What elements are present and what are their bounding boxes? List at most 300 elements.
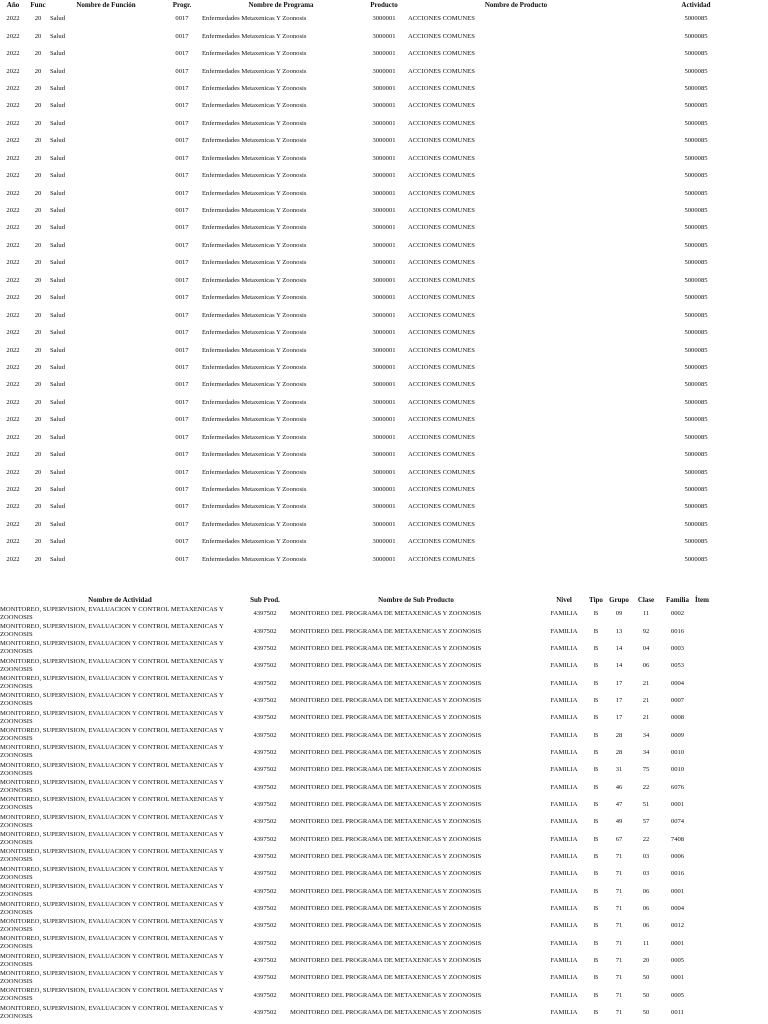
cell-nombre-funcion: Salud [50,154,66,162]
cell-tipo: B [593,1009,599,1017]
cell-producto: 3000001 [372,433,396,441]
table-row [0,463,768,480]
cell-tipo: B [593,818,599,826]
table-row [0,498,768,515]
cell-producto: 3000001 [372,555,396,563]
cell-item [695,692,768,709]
cell-nombre-funcion: Salud [50,119,66,127]
cell-nivel: FAMILIA [550,957,578,965]
table-row [0,237,768,254]
cell-nombre-producto: ACCIONES COMUNES [408,102,475,110]
cell-item [695,813,768,830]
cell-progr: 0017 [175,32,189,40]
cell-func: 20 [34,363,42,371]
table-row [0,481,768,498]
cell-nombre-actividad: MONITOREO, SUPERVISION, EVALUACION Y CONTROL METAXENICAS Y ZOONOSIS [0,935,224,951]
cell-nombre-actividad: MONITOREO, SUPERVISION, EVALUACION Y CONTROL METAXENICAS Y ZOONOSIS [0,865,224,881]
cell-nombre-producto: ACCIONES COMUNES [408,398,475,406]
cell-nombre-funcion: Salud [50,207,66,215]
cell-nombre-funcion: Salud [50,67,66,75]
cell-producto: 3000001 [372,207,396,215]
cell-actividad: 5000085 [684,259,708,267]
table-row [0,27,768,44]
cell-anio: 2022 [6,241,20,249]
cell-producto: 3000001 [372,381,396,389]
cell-item [695,1004,768,1021]
cell-tipo: B [593,800,599,808]
cell-grupo: 28 [615,731,623,739]
cell-grupo: 47 [615,800,623,808]
cell-actividad: 5000085 [684,207,708,215]
table-row [0,394,768,411]
cell-nombre-funcion: Salud [50,84,66,92]
cell-anio: 2022 [6,154,20,162]
cell-func: 20 [34,416,42,424]
cell-nombre-programa: Enfermedades Metaxenicas Y Zoonosis [202,241,307,249]
cell-producto: 3000001 [372,137,396,145]
cell-anio: 2022 [6,311,20,319]
cell-anio: 2022 [6,84,20,92]
table-row [0,987,768,1004]
cell-anio: 2022 [6,555,20,563]
cell-func: 20 [34,172,42,180]
cell-nombre-actividad: MONITOREO, SUPERVISION, EVALUACION Y CONTROL METAXENICAS Y ZOONOSIS [0,1004,224,1020]
cell-nombre-funcion: Salud [50,276,66,284]
cell-item [695,796,768,813]
cell-actividad: 5000085 [684,416,708,424]
cell-nombre-producto: ACCIONES COMUNES [408,294,475,302]
cell-familia: 0004 [670,679,685,687]
cell-sub-prod: 4397502 [253,939,277,947]
cell-nombre-programa: Enfermedades Metaxenicas Y Zoonosis [202,363,307,371]
cell-nombre-funcion: Salud [50,172,66,180]
cell-nombre-programa: Enfermedades Metaxenicas Y Zoonosis [202,189,307,197]
cell-nombre-programa: Enfermedades Metaxenicas Y Zoonosis [202,416,307,424]
cell-item [695,848,768,865]
cell-nombre-programa: Enfermedades Metaxenicas Y Zoonosis [202,224,307,232]
cell-producto: 3000001 [372,224,396,232]
cell-func: 20 [34,503,42,511]
cell-nombre-actividad: MONITOREO, SUPERVISION, EVALUACION Y CONTROL METAXENICAS Y ZOONOSIS [0,987,224,1003]
cell-familia: 0016 [670,870,685,878]
cell-actividad: 5000085 [684,329,708,337]
cell-actividad: 5000085 [684,468,708,476]
cell-nombre-producto: ACCIONES COMUNES [408,433,475,441]
cell-familia: 0010 [670,748,685,756]
cell-actividad: 5000085 [684,172,708,180]
cell-producto: 3000001 [372,172,396,180]
cell-nombre-funcion: Salud [50,137,66,145]
cell-familia: 0001 [670,974,685,982]
cell-grupo: 09 [615,610,623,618]
cell-func: 20 [34,433,42,441]
table-row [0,115,768,132]
cell-nombre-sub-producto: MONITOREO DEL PROGRAMA DE METAXENICAS Y ZOONOSIS [290,800,482,808]
cell-clase: 06 [642,887,650,895]
cell-anio: 2022 [6,119,20,127]
cell-actividad: 5000085 [684,102,708,110]
cell-progr: 0017 [175,294,189,302]
cell-clase: 50 [642,974,650,982]
cell-grupo: 71 [615,991,623,999]
cell-grupo: 14 [615,644,623,652]
cell-nombre-funcion: Salud [50,416,66,424]
cell-func: 20 [34,224,42,232]
cell-tipo: B [593,714,599,722]
cell-clase: 34 [642,748,650,756]
cell-nombre-actividad: MONITOREO, SUPERVISION, EVALUACION Y CONTROL METAXENICAS Y ZOONOSIS [0,831,224,847]
cell-sub-prod: 4397502 [253,748,277,756]
cell-nombre-producto: ACCIONES COMUNES [408,381,475,389]
cell-nombre-programa: Enfermedades Metaxenicas Y Zoonosis [202,15,307,23]
cell-familia: 0011 [671,1009,684,1017]
cell-sub-prod: 4397502 [253,852,277,860]
cell-clase: 20 [642,957,650,965]
cell-actividad: 5000085 [684,224,708,232]
cell-nombre-funcion: Salud [50,224,66,232]
cell-tipo: B [593,610,599,618]
header-tipo: Tipo [589,595,603,604]
cell-nombre-funcion: Salud [50,259,66,267]
cell-nivel: FAMILIA [550,1009,578,1017]
cell-nombre-actividad: MONITOREO, SUPERVISION, EVALUACION Y CONTROL METAXENICAS Y ZOONOSIS [0,917,224,933]
cell-nombre-programa: Enfermedades Metaxenicas Y Zoonosis [202,50,307,58]
cell-familia: 0003 [670,644,685,652]
cell-producto: 3000001 [372,538,396,546]
cell-nombre-programa: Enfermedades Metaxenicas Y Zoonosis [202,137,307,145]
cell-actividad: 5000085 [684,346,708,354]
cell-item [695,744,768,761]
cell-clase: 11 [642,939,650,947]
cell-nombre-producto: ACCIONES COMUNES [408,189,475,197]
table-row [0,952,768,969]
cell-item [695,987,768,1004]
cell-nombre-producto: ACCIONES COMUNES [408,538,475,546]
cell-nivel: FAMILIA [550,974,578,982]
cell-actividad: 5000085 [684,67,708,75]
cell-sub-prod: 4397502 [253,627,277,635]
cell-nombre-sub-producto: MONITOREO DEL PROGRAMA DE METAXENICAS Y ZOONOSIS [290,835,482,843]
cell-producto: 3000001 [372,259,396,267]
cell-anio: 2022 [6,451,20,459]
cell-item [695,709,768,726]
table-row [0,830,768,847]
cell-func: 20 [34,346,42,354]
cell-actividad: 5000085 [684,363,708,371]
cell-clase: 21 [642,696,650,704]
cell-progr: 0017 [175,119,189,127]
cell-sub-prod: 4397502 [253,974,277,982]
cell-func: 20 [34,137,42,145]
cell-producto: 3000001 [372,363,396,371]
cell-func: 20 [34,84,42,92]
cell-nombre-sub-producto: MONITOREO DEL PROGRAMA DE METAXENICAS Y ZOONOSIS [290,714,482,722]
cell-progr: 0017 [175,329,189,337]
cell-clase: 04 [642,644,650,652]
cell-item [695,622,768,639]
table-row [0,796,768,813]
cell-tipo: B [593,905,599,913]
cell-grupo: 17 [615,679,623,687]
cell-progr: 0017 [175,241,189,249]
cell-grupo: 46 [615,783,623,791]
cell-grupo: 71 [615,852,623,860]
cell-item [695,883,768,900]
cell-producto: 3000001 [372,15,396,23]
table-row [0,622,768,639]
cell-clase: 57 [642,818,650,826]
cell-nombre-sub-producto: MONITOREO DEL PROGRAMA DE METAXENICAS Y ZOONOSIS [290,696,482,704]
table-row [0,551,768,568]
cell-nombre-sub-producto: MONITOREO DEL PROGRAMA DE METAXENICAS Y ZOONOSIS [290,818,482,826]
cell-sub-prod: 4397502 [253,870,277,878]
cell-clase: 50 [642,1009,650,1017]
cell-func: 20 [34,276,42,284]
cell-nombre-funcion: Salud [50,520,66,528]
cell-nombre-sub-producto: MONITOREO DEL PROGRAMA DE METAXENICAS Y ZOONOSIS [290,1009,482,1017]
cell-sub-prod: 4397502 [253,662,277,670]
cell-clase: 06 [642,905,650,913]
header-nombre-funcion: Nombre de Función [76,1,136,9]
cell-actividad: 5000085 [684,538,708,546]
cell-nivel: FAMILIA [550,679,578,687]
table-header-row [0,594,768,605]
cell-progr: 0017 [175,363,189,371]
cell-anio: 2022 [6,468,20,476]
cell-sub-prod: 4397502 [253,922,277,930]
cell-item [695,605,768,622]
cell-progr: 0017 [175,137,189,145]
cell-nombre-programa: Enfermedades Metaxenicas Y Zoonosis [202,311,307,319]
cell-nombre-funcion: Salud [50,398,66,406]
cell-actividad: 5000085 [684,451,708,459]
table-row [0,848,768,865]
cell-sub-prod: 4397502 [253,887,277,895]
cell-grupo: 14 [615,662,623,670]
cell-clase: 11 [642,610,650,618]
cell-grupo: 71 [615,887,623,895]
cell-nivel: FAMILIA [550,731,578,739]
cell-familia: 0008 [670,714,685,722]
cell-nombre-funcion: Salud [50,102,66,110]
cell-clase: 34 [642,731,650,739]
cell-nivel: FAMILIA [550,714,578,722]
cell-actividad: 5000085 [684,32,708,40]
table-row [0,167,768,184]
cell-actividad: 5000085 [684,503,708,511]
cell-anio: 2022 [6,433,20,441]
cell-progr: 0017 [175,381,189,389]
header-nombre-programa: Nombre de Programa [248,1,314,9]
cell-nivel: FAMILIA [550,991,578,999]
cell-nombre-producto: ACCIONES COMUNES [408,207,475,215]
cell-progr: 0017 [175,189,189,197]
cell-nombre-producto: ACCIONES COMUNES [408,346,475,354]
cell-nombre-sub-producto: MONITOREO DEL PROGRAMA DE METAXENICAS Y ZOONOSIS [290,644,482,652]
cell-nombre-programa: Enfermedades Metaxenicas Y Zoonosis [202,503,307,511]
cell-func: 20 [34,538,42,546]
cell-producto: 3000001 [372,311,396,319]
cell-nombre-sub-producto: MONITOREO DEL PROGRAMA DE METAXENICAS Y ZOONOSIS [290,852,482,860]
table-row [0,726,768,743]
cell-nombre-programa: Enfermedades Metaxenicas Y Zoonosis [202,102,307,110]
cell-producto: 3000001 [372,346,396,354]
cell-nombre-actividad: MONITOREO, SUPERVISION, EVALUACION Y CONTROL METAXENICAS Y ZOONOSIS [0,623,224,639]
cell-familia: 0074 [670,818,685,826]
cell-sub-prod: 4397502 [253,610,277,618]
cell-clase: 50 [642,991,650,999]
cell-anio: 2022 [6,276,20,284]
cell-func: 20 [34,555,42,563]
cell-nombre-sub-producto: MONITOREO DEL PROGRAMA DE METAXENICAS Y ZOONOSIS [290,905,482,913]
table-row [0,306,768,323]
cell-grupo: 17 [615,714,623,722]
cell-nombre-programa: Enfermedades Metaxenicas Y Zoonosis [202,468,307,476]
cell-producto: 3000001 [372,451,396,459]
cell-item [695,952,768,969]
table-row [0,865,768,882]
cell-nivel: FAMILIA [550,696,578,704]
cell-actividad: 5000085 [684,555,708,563]
cell-actividad: 5000085 [684,294,708,302]
table-row [0,917,768,934]
cell-sub-prod: 4397502 [253,835,277,843]
table-row [0,376,768,393]
table-row [0,62,768,79]
cell-tipo: B [593,627,599,635]
cell-familia: 6076 [670,783,685,791]
cell-tipo: B [593,644,599,652]
cell-nombre-actividad: MONITOREO, SUPERVISION, EVALUACION Y CONTROL METAXENICAS Y ZOONOSIS [0,640,224,656]
cell-producto: 3000001 [372,84,396,92]
cell-nombre-producto: ACCIONES COMUNES [408,486,475,494]
cell-func: 20 [34,154,42,162]
cell-nombre-producto: ACCIONES COMUNES [408,32,475,40]
table-row [0,132,768,149]
cell-familia: 7408 [670,835,685,843]
cell-tipo: B [593,696,599,704]
cell-func: 20 [34,189,42,197]
cell-producto: 3000001 [372,189,396,197]
cell-nombre-funcion: Salud [50,311,66,319]
cell-nombre-programa: Enfermedades Metaxenicas Y Zoonosis [202,538,307,546]
cell-progr: 0017 [175,346,189,354]
cell-sub-prod: 4397502 [253,644,277,652]
cell-nombre-sub-producto: MONITOREO DEL PROGRAMA DE METAXENICAS Y ZOONOSIS [290,957,482,965]
cell-producto: 3000001 [372,416,396,424]
cell-func: 20 [34,119,42,127]
cell-progr: 0017 [175,486,189,494]
cell-producto: 3000001 [372,154,396,162]
cell-nombre-producto: ACCIONES COMUNES [408,451,475,459]
cell-anio: 2022 [6,172,20,180]
cell-nombre-programa: Enfermedades Metaxenicas Y Zoonosis [202,119,307,127]
cell-nombre-funcion: Salud [50,451,66,459]
cell-clase: 22 [642,835,650,843]
cell-progr: 0017 [175,520,189,528]
header-sub-prod: Sub Prod. [250,595,280,604]
cell-clase: 03 [642,870,650,878]
table-row [0,411,768,428]
cell-nombre-funcion: Salud [50,189,66,197]
table-header-row [0,0,768,10]
cell-func: 20 [34,520,42,528]
cell-func: 20 [34,381,42,389]
cell-func: 20 [34,294,42,302]
cell-nombre-sub-producto: MONITOREO DEL PROGRAMA DE METAXENICAS Y ZOONOSIS [290,766,482,774]
cell-func: 20 [34,311,42,319]
cell-tipo: B [593,991,599,999]
table-row [0,80,768,97]
table-row [0,1004,768,1021]
cell-item [695,726,768,743]
cell-clase: 92 [642,627,650,635]
cell-familia: 0010 [670,766,685,774]
cell-nivel: FAMILIA [550,835,578,843]
table-row [0,45,768,62]
cell-grupo: 71 [615,974,623,982]
cell-tipo: B [593,679,599,687]
cell-producto: 3000001 [372,398,396,406]
cell-nombre-programa: Enfermedades Metaxenicas Y Zoonosis [202,32,307,40]
cell-nombre-producto: ACCIONES COMUNES [408,503,475,511]
cell-actividad: 5000085 [684,311,708,319]
cell-producto: 3000001 [372,468,396,476]
table-row [0,692,768,709]
cell-func: 20 [34,32,42,40]
cell-nivel: FAMILIA [550,627,578,635]
cell-actividad: 5000085 [684,486,708,494]
table-row [0,272,768,289]
header-nivel: Nivel [556,595,572,604]
cell-nombre-producto: ACCIONES COMUNES [408,363,475,371]
cell-grupo: 71 [615,870,623,878]
cell-item [695,830,768,847]
cell-item [695,761,768,778]
cell-nombre-actividad: MONITOREO, SUPERVISION, EVALUACION Y CONTROL METAXENICAS Y ZOONOSIS [0,900,224,916]
cell-func: 20 [34,15,42,23]
cell-nombre-funcion: Salud [50,381,66,389]
cell-nivel: FAMILIA [550,922,578,930]
cell-nombre-programa: Enfermedades Metaxenicas Y Zoonosis [202,276,307,284]
cell-familia: 0001 [670,800,685,808]
cell-nombre-sub-producto: MONITOREO DEL PROGRAMA DE METAXENICAS Y ZOONOSIS [290,974,482,982]
cell-tipo: B [593,870,599,878]
cell-nombre-sub-producto: MONITOREO DEL PROGRAMA DE METAXENICAS Y ZOONOSIS [290,783,482,791]
cell-nombre-actividad: MONITOREO, SUPERVISION, EVALUACION Y CONTROL METAXENICAS Y ZOONOSIS [0,761,224,777]
cell-progr: 0017 [175,172,189,180]
cell-producto: 3000001 [372,486,396,494]
cell-actividad: 5000085 [684,119,708,127]
cell-anio: 2022 [6,224,20,232]
cell-anio: 2022 [6,207,20,215]
cell-nombre-producto: ACCIONES COMUNES [408,137,475,145]
cell-anio: 2022 [6,259,20,267]
table-row [0,446,768,463]
cell-nombre-actividad: MONITOREO, SUPERVISION, EVALUACION Y CONTROL METAXENICAS Y ZOONOSIS [0,675,224,691]
cell-actividad: 5000085 [684,50,708,58]
cell-nombre-funcion: Salud [50,468,66,476]
cell-nivel: FAMILIA [550,766,578,774]
table-row [0,202,768,219]
cell-familia: 0005 [670,991,685,999]
cell-nombre-sub-producto: MONITOREO DEL PROGRAMA DE METAXENICAS Y ZOONOSIS [290,610,482,618]
cell-func: 20 [34,50,42,58]
cell-nombre-producto: ACCIONES COMUNES [408,241,475,249]
cell-func: 20 [34,329,42,337]
cell-familia: 0001 [670,887,685,895]
cell-nivel: FAMILIA [550,870,578,878]
